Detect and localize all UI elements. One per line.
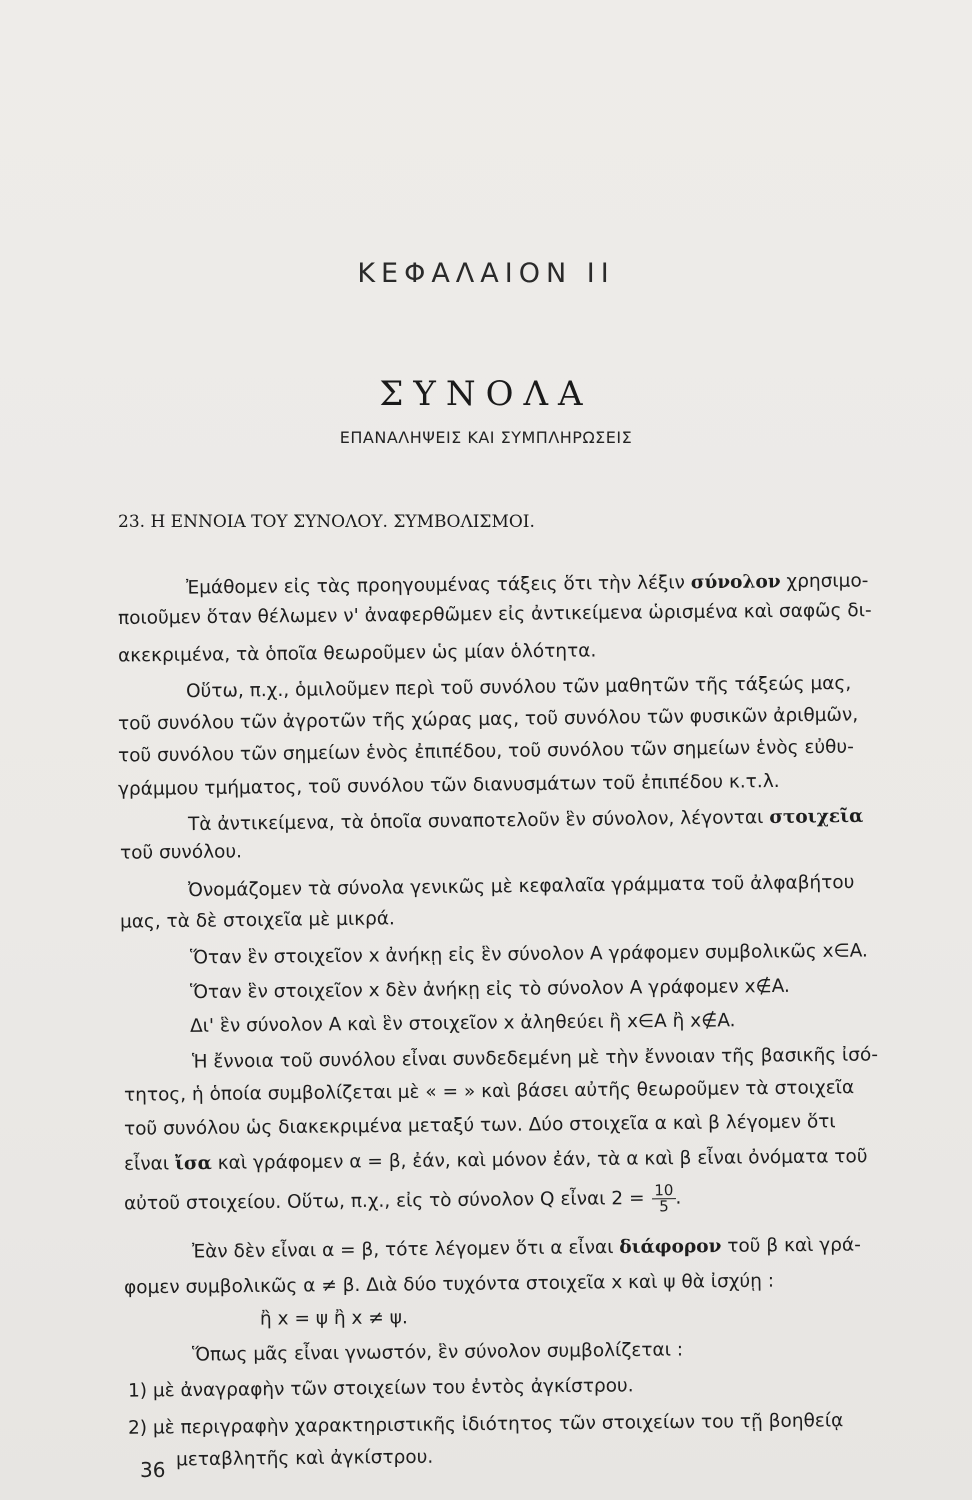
- text-run: εἶναι: [123, 1153, 176, 1175]
- section-heading: 23. Η ΕΝΝΟΙΑ ΤΟΥ ΣΥΝΟΛΟΥ. ΣΥΜΒΟΛΙΣΜΟΙ.: [118, 512, 535, 532]
- text-line: Ὀνομάζομεν τὰ σύνολα γενικῶς μὲ κεφαλαῖα γράμματα τοῦ ἀλφαβήτου: [187, 871, 855, 902]
- text-line: τοῦ συνόλου τῶν ἀγροτῶν τῆς χώρας μας, τοῦ συνόλου τῶν φυσικῶν ἀριθμῶν,: [117, 704, 859, 735]
- text-line: ακεκριμένα, τὰ ὁποῖα θεωροῦμεν ὡς μίαν ὁλότητα.: [117, 640, 597, 667]
- text-line: ποιοῦμεν ὅταν θέλωμεν ν' ἀναφερθῶμεν εἰς ἀντικείμενα ὡρισμένα καὶ σαφῶς δι-: [117, 600, 872, 629]
- text-line: Ἡ ἔννοια τοῦ συνόλου εἶναι συνδεδεμένη μὲ τὴν ἔννοιαν τῆς βασικῆς ἰσό-: [191, 1044, 879, 1073]
- list-item: 2) μὲ περιγραφὴν χαρακτηριστικῆς ἰδιότητος τῶν στοιχείων του τῇ βοηθείᾳ: [127, 1410, 844, 1439]
- text-run: τοῦ β καὶ γρά-: [721, 1234, 861, 1257]
- text-line: γράμμου τμήματος, τοῦ συνόλου τῶν διανυσμάτων τοῦ ἐπιπέδου κ.τ.λ.: [117, 770, 780, 801]
- page-subtitle: ΕΠΑΝΑΛΗΨΕΙΣ ΚΑΙ ΣΥΜΠΛΗΡΩΣΕΙΣ: [339, 428, 633, 447]
- list-item: 1) μὲ ἀναγραφὴν τῶν στοιχείων του ἐντὸς ἀγκίστρου.: [127, 1375, 634, 1402]
- page-title: ΣΥΝΟΛΑ: [379, 374, 593, 414]
- fraction-numerator: 10: [654, 1181, 674, 1200]
- text-line: [192, 1234, 861, 1262]
- text-line: Ὅταν ἓν στοιχεῖον x δὲν ἀνήκῃ εἰς τὸ σύνολον A γράφομεν x∉A.: [189, 975, 790, 1004]
- text-line: Ὅταν ἓν στοιχεῖον x ἀνήκῃ εἰς ἓν σύνολον A γράφομεν συμβολικῶς x∈A.: [189, 940, 868, 969]
- text-line: τοῦ συνόλου τῶν σημείων ἑνὸς ἐπιπέδου, τοῦ συνόλου τῶν σημείων ἑνὸς εὐθυ-: [117, 736, 854, 767]
- text-line: [124, 1146, 868, 1175]
- text-line: τητος, ἡ ὁποία συμβολίζεται μὲ « = » καὶ βάσει αὐτῆς θεωροῦμεν τὰ στοιχεῖα: [123, 1077, 855, 1106]
- formula-line: ἢ x = ψ ἢ x ≠ ψ.: [259, 1307, 408, 1330]
- text-run: Ἐὰν δὲν εἶναι α = β, τότε λέγομεν ὅτι α εἶναι: [191, 1237, 620, 1263]
- text-line: μας, τὰ δὲ στοιχεῖα μὲ μικρά.: [119, 908, 395, 933]
- bold-term: διάφορον: [619, 1235, 722, 1259]
- text-run: χρησιμο-: [780, 570, 869, 593]
- text-run: Τὰ ἀντικείμενα, τὰ ὁποῖα συναποτελοῦν ἓν σύνολον, λέγονται: [187, 807, 770, 836]
- text-line: φομεν συμβολικῶς α ≠ β. Διὰ δύο τυχόντα στοιχεῖα x καὶ ψ θὰ ἰσχύῃ :: [123, 1270, 775, 1299]
- text-line: Ὅπως μᾶς εἶναι γνωστόν, ἓν σύνολον συμβολίζεται :: [191, 1339, 684, 1366]
- bold-term: ἴσα: [174, 1152, 212, 1175]
- text-line: τοῦ συνόλου ὡς διακεκριμένα μεταξύ των. Δύο στοιχεῖα α καὶ β λέγομεν ὅτι: [123, 1111, 836, 1140]
- chapter-heading: ΚΕΦΑΛΑΙΟΝ II: [357, 258, 615, 289]
- fraction: [652, 1183, 675, 1214]
- text-line: μεταβλητῆς καὶ ἀγκίστρου.: [175, 1446, 434, 1471]
- bold-term: στοιχεῖα: [769, 805, 864, 829]
- text-line: [124, 1183, 682, 1220]
- text-run: αὐτοῦ στοιχείου. Οὕτω, π.χ., εἰς τὸ σύνολον Q εἶναι 2 =: [123, 1187, 651, 1215]
- fraction-denominator: 5: [659, 1197, 669, 1216]
- text-line: Δι' ἓν σύνολον A καὶ ἓν στοιχεῖον x ἀληθεύει ἢ x∈A ἢ x∉A.: [189, 1010, 736, 1037]
- text-line: [188, 806, 863, 835]
- text-run: Ἐμάθομεν εἰς τὰς προηγουμένας τάξεις ὅτι τὴν λέξιν: [185, 572, 691, 599]
- text-run: .: [675, 1187, 682, 1209]
- text-run: καὶ γράφομεν α = β, ἐάν, καὶ μόνον ἐάν, τὰ α καὶ β εἶναι ὀνόματα τοῦ: [211, 1146, 868, 1174]
- bold-term: σύνολον: [690, 571, 781, 594]
- text-line: [186, 570, 869, 598]
- text-line: τοῦ συνόλου.: [119, 841, 243, 864]
- text-line: Οὕτω, π.χ., ὁμιλοῦμεν περὶ τοῦ συνόλου τῶν μαθητῶν τῆς τάξεώς μας,: [185, 672, 852, 703]
- page-number: 36: [140, 1458, 166, 1482]
